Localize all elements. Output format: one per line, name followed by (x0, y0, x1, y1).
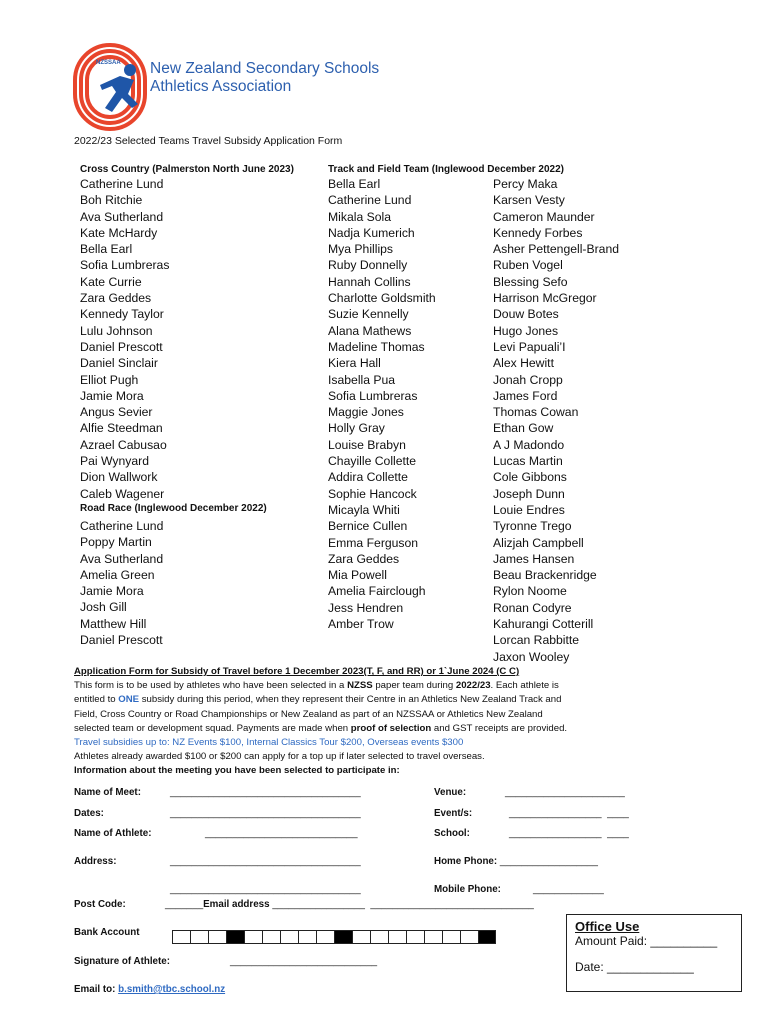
athlete-name: Zara Geddes (80, 291, 152, 306)
address-label: Address: (74, 856, 117, 867)
track-field-list-2 (493, 176, 619, 665)
athlete-name: Ava Sutherland (80, 209, 164, 224)
email-link[interactable]: b.smith@tbc.school.nz (118, 984, 226, 995)
athlete-name: Ava Sutherland (80, 551, 164, 566)
email-address-label: Email address (203, 899, 270, 910)
events-field[interactable]: _________________ ____ (509, 808, 629, 819)
athlete-name: Blessing Sefo (493, 274, 568, 289)
application-heading: Application Form for Subsidy of Travel before 1 December 2023(T, F, and RR) or 1`June 2024 (C C) (74, 666, 520, 677)
signature-field[interactable]: ___________________________ (230, 956, 378, 967)
home-phone-label: Home Phone: __________________ (434, 856, 598, 867)
athlete-name: Kennedy Taylor (80, 307, 164, 322)
application-paragraph-1: This form is to be used by athletes who have been selected in a NZSS paper team during 2022/23. Each athlete is (74, 680, 559, 692)
athlete-name: Joseph Dunn (493, 486, 565, 501)
athlete-name: Matthew Hill (80, 616, 147, 631)
athlete-name: Lucas Martin (493, 454, 563, 469)
org-line-2: Athletics Association (150, 78, 292, 95)
home-phone-field[interactable]: __________________ (499, 856, 598, 867)
athlete-name: James Ford (493, 388, 558, 403)
athlete-name: Pai Wynyard (80, 454, 149, 469)
athlete-name: Kennedy Forbes (493, 225, 583, 240)
athlete-name: Thomas Cowan (493, 405, 579, 420)
bank-account-boxes[interactable] (172, 930, 496, 944)
athlete-name: Mikala Sola (328, 209, 391, 224)
athlete-name: Rylon Noome (493, 584, 567, 599)
athlete-name: Cole Gibbons (493, 470, 567, 485)
athlete-name: Sofia Lumbreras (328, 388, 418, 403)
meeting-info-heading: Information about the meeting you have been selected to participate in: (74, 765, 400, 777)
post-code-field[interactable]: _______ (165, 899, 204, 910)
athlete-name: Cameron Maunder (493, 209, 595, 224)
athlete-name: Nadja Kumerich (328, 225, 415, 240)
athlete-name: Emma Ferguson (328, 535, 419, 550)
bank-digit-box[interactable] (316, 930, 334, 944)
athlete-name: Jaxon Wooley (493, 649, 570, 664)
athlete-name: Maggie Jones (328, 405, 404, 420)
bank-digit-box[interactable] (244, 930, 262, 944)
athlete-name: Micayla Whiti (328, 502, 400, 517)
school-label: School: (434, 828, 470, 839)
athlete-name: Alana Mathews (328, 323, 412, 338)
athlete-name: Angus Sevier (80, 405, 153, 420)
school-field[interactable]: _________________ ____ (509, 828, 629, 839)
athlete-name: Tyronne Trego (493, 519, 572, 534)
athlete-name: Jonah Cropp (493, 372, 563, 387)
bank-digit-box[interactable] (334, 930, 352, 944)
bank-digit-box[interactable] (478, 930, 496, 944)
athlete-name: Charlotte Goldsmith (328, 291, 436, 306)
venue-label: Venue: (434, 787, 467, 798)
athlete-name: Sofia Lumbreras (80, 258, 170, 273)
athlete-name: Daniel Prescott (80, 633, 163, 648)
address-field-1[interactable]: ___________________________________ (170, 856, 361, 867)
bank-digit-box[interactable] (406, 930, 424, 944)
signature-label: Signature of Athlete: (74, 956, 170, 967)
athlete-name: Catherine Lund (328, 193, 412, 208)
dates-label: Dates: (74, 808, 104, 819)
track-field-list-1 (328, 176, 436, 632)
cross-country-list (80, 176, 169, 502)
athlete-name: Levi Papuali’I (493, 339, 566, 354)
cross-country-heading: Cross Country (Palmerston North June 2023) (80, 164, 294, 175)
athlete-name: Bernice Cullen (328, 519, 408, 534)
bank-digit-box[interactable] (442, 930, 460, 944)
athlete-name: Isabella Pua (328, 372, 396, 387)
mobile-phone-label: Mobile Phone: (434, 884, 501, 895)
athlete-name: Addira Collette (328, 470, 408, 485)
bank-digit-box[interactable] (298, 930, 316, 944)
athlete-name: Lorcan Rabbitte (493, 633, 580, 648)
athlete-name: Holly Gray (328, 421, 385, 436)
name-of-meet-field[interactable]: ___________________________________ (170, 787, 361, 798)
bank-digit-box[interactable] (262, 930, 280, 944)
athlete-name: Elliot Pugh (80, 372, 139, 387)
bank-digit-box[interactable] (352, 930, 370, 944)
athlete-name: James Hansen (493, 551, 575, 566)
athlete-name: A J Madondo (493, 437, 565, 452)
bank-digit-box[interactable] (208, 930, 226, 944)
athlete-name: Bella Earl (80, 242, 133, 257)
office-use-box (566, 914, 742, 992)
office-date: Date: _____________ (575, 960, 694, 974)
athlete-name: Louise Brabyn (328, 437, 406, 452)
athlete-name: Catherine Lund (80, 519, 164, 533)
athlete-name: Kate Currie (80, 274, 142, 289)
athlete-name: Alfie Steedman (80, 421, 163, 436)
application-paragraph-3: Field, Cross Country or Road Championships or New Zealand as part of an NZSSAA or Athletics New Zealand (74, 708, 543, 720)
org-line-1: New Zealand Secondary Schools (150, 60, 380, 77)
athlete-name: Douw Botes (493, 307, 559, 322)
road-race-list (80, 518, 163, 648)
name-of-athlete-label: Name of Athlete: (74, 828, 152, 839)
bank-digit-box[interactable] (280, 930, 298, 944)
road-race-heading: Road Race (Inglewood December 2022) (80, 503, 267, 514)
application-paragraph-2: entitled to ONE subsidy during this period, when they represent their Centre in an Athletics New Zealand Track and (74, 694, 562, 706)
athlete-name: Josh Gill (80, 600, 127, 615)
office-use-title: Office Use (575, 919, 640, 934)
athlete-name: Amelia Green (80, 567, 155, 582)
athlete-name: Kate McHardy (80, 225, 158, 240)
athlete-name: Asher Pettengell-Brand (493, 242, 620, 257)
athlete-name: Suzie Kennelly (328, 307, 409, 322)
athlete-name: Chayille Collette (328, 454, 417, 469)
bank-digit-box[interactable] (226, 930, 244, 944)
events-label: Event/s: (434, 808, 473, 819)
email-to-row: Email to: b.smith@tbc.school.nz (74, 984, 226, 995)
bank-digit-box[interactable] (388, 930, 406, 944)
athlete-name: Kiera Hall (328, 356, 381, 371)
athlete-name: Amber Trow (328, 617, 394, 632)
athlete-name: Amelia Fairclough (328, 584, 426, 599)
bank-digit-box[interactable] (460, 930, 478, 944)
email-address-field[interactable]: _________________ ______________________________ (272, 899, 534, 910)
subsidy-amounts: Travel subsidies up to: NZ Events $100, Internal Classics Tour $200, Overseas events $300 (74, 737, 464, 749)
bank-digit-box[interactable] (190, 930, 208, 944)
bank-account-label: Bank Account (74, 927, 140, 938)
mobile-phone-field[interactable]: _____________ (533, 884, 604, 895)
application-paragraph-4: selected team or development squad. Payments are made when proof of selection and GST receipts are provided. (74, 722, 568, 734)
athlete-name: Madeline Thomas (328, 339, 425, 354)
athlete-name: Louie Endres (493, 502, 565, 517)
athlete-name: Ronan Codyre (493, 600, 572, 615)
athlete-name: Azrael Cabusao (80, 437, 167, 452)
athlete-name: Alex Hewitt (493, 356, 554, 371)
athlete-name: Ruben Vogel (493, 258, 563, 273)
svg-text:NZSSAA: NZSSAA (96, 60, 121, 66)
athlete-name: Karsen Vesty (493, 193, 565, 208)
athlete-name: Sophie Hancock (328, 486, 417, 501)
name-of-meet-label: Name of Meet: (74, 787, 141, 798)
venue-field[interactable]: ______________________ (505, 787, 625, 798)
form-title: 2022/23 Selected Teams Travel Subsidy Application Form (74, 135, 343, 147)
athlete-name: Ethan Gow (493, 421, 554, 436)
athlete-name: Daniel Prescott (80, 339, 163, 354)
athlete-name: Alizjah Campbell (493, 535, 584, 550)
athlete-name: Beau Brackenridge (493, 568, 597, 583)
athlete-name: Harrison McGregor (493, 291, 597, 306)
name-of-athlete-field[interactable]: ____________________________ (205, 828, 358, 839)
athlete-name: Catherine Lund (80, 177, 164, 191)
athlete-name: Zara Geddes (328, 551, 400, 566)
track-field-heading: Track and Field Team (Inglewood December 2022) (328, 164, 565, 175)
athlete-name: Daniel Sinclair (80, 356, 158, 371)
athlete-name: Percy Maka (493, 177, 558, 191)
athlete-name: Poppy Martin (80, 535, 152, 550)
amount-paid: Amount Paid: __________ (575, 934, 718, 948)
athlete-name: Boh Ritchie (80, 193, 143, 208)
athlete-name: Jess Hendren (328, 600, 404, 615)
athlete-name: Kahurangi Cotterill (493, 617, 594, 632)
athlete-name: Bella Earl (328, 177, 381, 191)
athlete-name: Caleb Wagener (80, 486, 165, 501)
athlete-name: Hugo Jones (493, 323, 559, 338)
athlete-name: Lulu Johnson (80, 323, 153, 338)
bank-digit-box[interactable] (172, 930, 190, 944)
bank-digit-box[interactable] (424, 930, 442, 944)
organization-name (150, 60, 379, 96)
application-section (74, 665, 714, 779)
athlete-name: Dion Wallwork (80, 470, 158, 485)
athlete-name: Jamie Mora (80, 584, 144, 599)
athlete-name: Mya Phillips (328, 242, 394, 257)
top-up-note: Athletes already awarded $100 or $200 can apply for a top up if later selected to travel overseas. (74, 751, 485, 763)
athlete-name: Ruby Donnelly (328, 258, 408, 273)
athlete-name: Mia Powell (328, 568, 387, 583)
athlete-name: Jamie Mora (80, 388, 144, 403)
dates-field[interactable]: ___________________________________ (170, 808, 361, 819)
address-field-2[interactable]: ___________________________________ (170, 884, 361, 895)
post-code-email-row (165, 899, 534, 910)
athlete-name: Hannah Collins (328, 274, 411, 289)
post-code-label: Post Code: (74, 899, 126, 910)
bank-digit-box[interactable] (370, 930, 388, 944)
